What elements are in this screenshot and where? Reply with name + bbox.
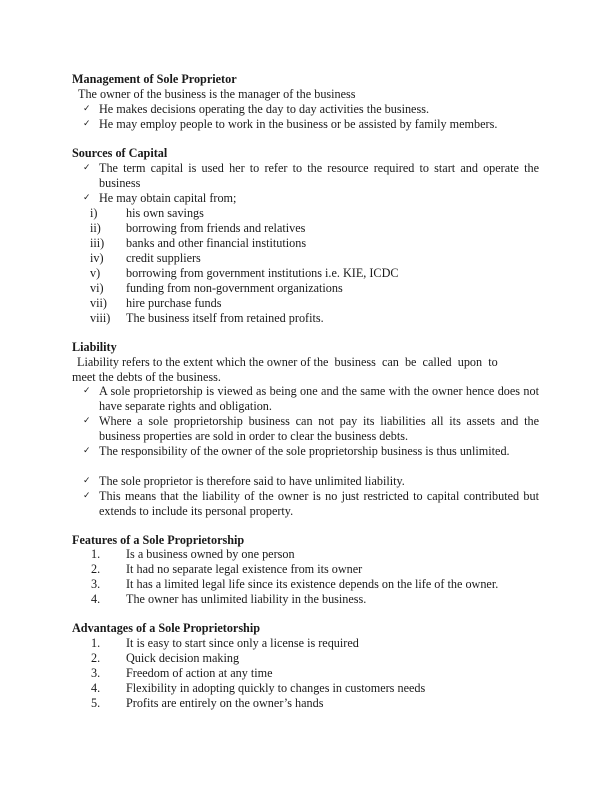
source-label: viii) <box>90 311 111 325</box>
advantage-text: Profits are entirely on the owner’s hands <box>126 696 324 710</box>
source-label: vii) <box>90 296 107 310</box>
section-heading-advantages: Advantages of a Sole Proprietorship <box>72 621 261 635</box>
source-text: hire purchase funds <box>126 296 222 310</box>
source-text: credit suppliers <box>126 251 201 265</box>
capital-bullet-2: He may obtain capital from; <box>99 191 237 205</box>
source-text: borrowing from government institutions i.e. KIE, ICDC <box>126 266 399 280</box>
section-heading-liability: Liability <box>72 340 117 354</box>
liability-intro-line1: Liability refers to the extent which the owner of the business can be called upon to <box>77 355 498 369</box>
source-label: ii) <box>90 221 101 235</box>
liability-bullet-4: The sole proprietor is therefore said to have unlimited liability. <box>99 474 405 488</box>
liability-intro-line2: meet the debts of the business. <box>72 370 221 384</box>
source-text: banks and other financial institutions <box>126 236 307 250</box>
feature-number: 1. <box>91 547 101 561</box>
source-text: his own savings <box>126 206 204 220</box>
advantage-text: Flexibility in adopting quickly to changes in customers needs <box>126 681 426 695</box>
section-heading-features: Features of a Sole Proprietorship <box>72 533 245 547</box>
checkmark-icon: ✓ <box>83 476 91 486</box>
advantage-number: 5. <box>91 696 101 710</box>
checkmark-icon: ✓ <box>83 416 91 426</box>
advantage-text: Quick decision making <box>126 651 240 665</box>
source-label: iv) <box>90 251 104 265</box>
advantage-text: It is easy to start since only a license is required <box>126 636 359 650</box>
management-bullet-2: He may employ people to work in the business or be assisted by family members. <box>99 117 498 131</box>
checkmark-icon: ✓ <box>83 119 91 129</box>
source-label: i) <box>90 206 98 220</box>
feature-number: 2. <box>91 562 101 576</box>
capital-bullet-1: The term capital is used her to refer to the resource required to start and operate the business <box>99 161 539 190</box>
checkmark-icon: ✓ <box>83 386 91 396</box>
source-text: borrowing from friends and relatives <box>126 221 306 235</box>
source-label: iii) <box>90 236 105 250</box>
source-text: funding from non-government organizations <box>126 281 343 295</box>
source-text: The business itself from retained profits. <box>126 311 324 325</box>
source-label: vi) <box>90 281 104 295</box>
feature-text: The owner has unlimited liability in the business. <box>126 592 367 606</box>
checkmark-icon: ✓ <box>83 491 91 501</box>
advantage-number: 1. <box>91 636 101 650</box>
advantage-number: 3. <box>91 666 101 680</box>
checkmark-icon: ✓ <box>83 446 91 456</box>
feature-text: It had no separate legal existence from its owner <box>126 562 363 576</box>
liability-bullet-3: The responsibility of the owner of the sole proprietorship business is thus unlimited. <box>99 444 510 458</box>
checkmark-icon: ✓ <box>83 104 91 114</box>
checkmark-icon: ✓ <box>83 193 91 203</box>
section-heading-capital: Sources of Capital <box>72 146 168 160</box>
feature-number: 3. <box>91 577 101 591</box>
advantage-text: Freedom of action at any time <box>126 666 273 680</box>
advantage-number: 2. <box>91 651 101 665</box>
feature-text: It has a limited legal life since its existence depends on the life of the owner. <box>126 577 499 591</box>
section-heading-management: Management of Sole Proprietor <box>72 72 237 86</box>
checkmark-icon: ✓ <box>83 163 91 173</box>
liability-bullet-1: A sole proprietorship is viewed as being one and the same with the owner hence does not have separate rights and obligation. <box>99 384 539 413</box>
feature-text: Is a business owned by one person <box>126 547 295 561</box>
management-bullet-1: He makes decisions operating the day to day activities the business. <box>99 102 429 116</box>
liability-bullet-2: Where a sole proprietorship business can not pay its liabilities all its assets and the business properties are sold in order to clear the business debts. <box>99 414 539 443</box>
source-label: v) <box>90 266 101 280</box>
feature-number: 4. <box>91 592 101 606</box>
advantage-number: 4. <box>91 681 101 695</box>
management-intro: The owner of the business is the manager of the business <box>78 87 356 101</box>
liability-bullet-5: This means that the liability of the owner is no just restricted to capital contributed but extends to include its personal property. <box>99 489 539 518</box>
